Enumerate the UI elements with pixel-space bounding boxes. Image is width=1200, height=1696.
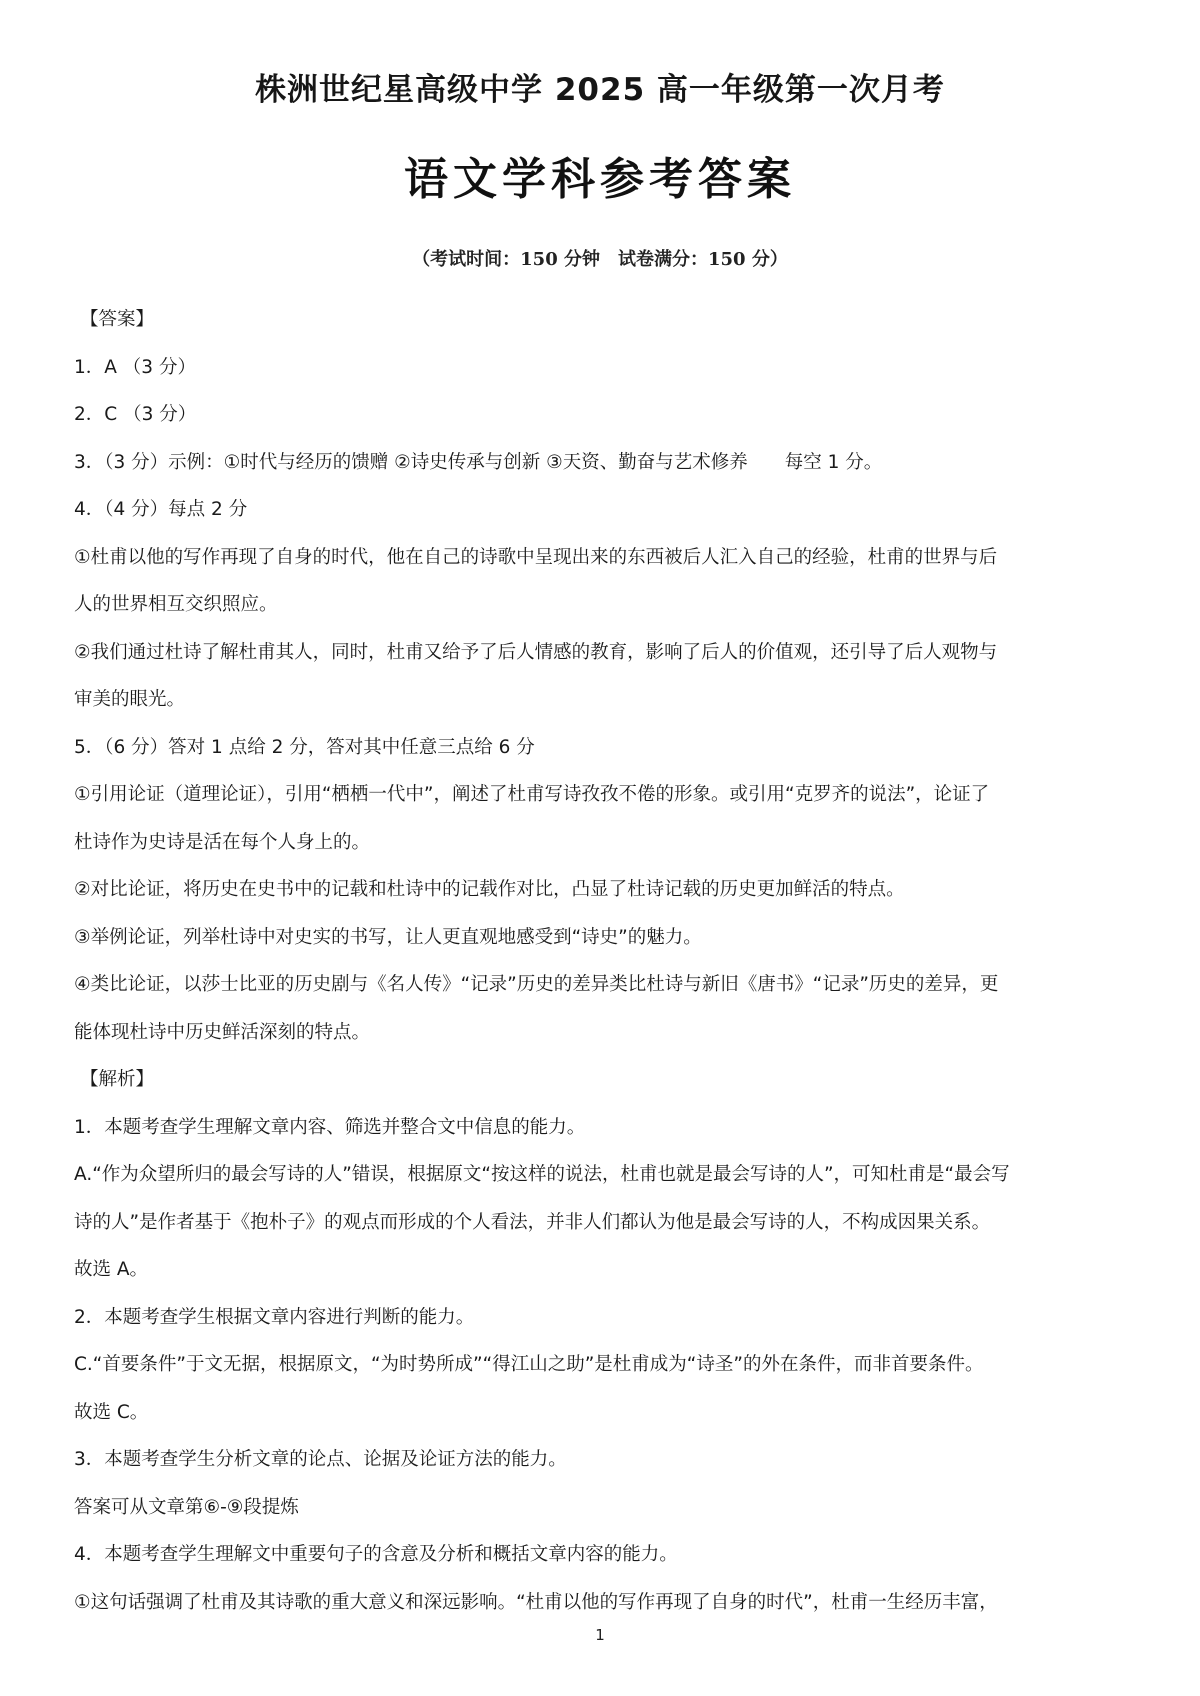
- answer-line: ②对比论证，将历史在史书中的记载和杜诗中的记载作对比，凸显了杜诗记载的历史更加鲜活的特点。: [74, 879, 905, 900]
- document-title: 语文学科参考答案: [404, 154, 796, 205]
- answer-line: ③举例论证，列举杜诗中对史实的书写，让人更直观地感受到“诗史”的魅力。: [74, 926, 702, 948]
- answer-line: 审美的眼光。: [74, 689, 186, 710]
- analysis-line: 3．本题考查学生分析文章的论点、论据及论证方法的能力。: [74, 1449, 567, 1470]
- answer-line: ④类比论证，以莎士比亚的历史剧与《名人传》“记录”历史的差异类比杜诗与新旧《唐书》“记录”历史的差异，更: [74, 974, 999, 995]
- exam-info: （考试时间：150 分钟 试卷满分：150 分）: [412, 249, 788, 270]
- analysis-line: C.“首要条件”于文无据，根据原文，“为时势所成”“得江山之助”是杜甫成为“诗圣”的外在条件，而非首要条件。: [74, 1354, 984, 1375]
- analysis-line: 1．本题考查学生理解文章内容、筛选并整合文中信息的能力。: [74, 1116, 586, 1138]
- page-number: 1: [595, 1626, 605, 1644]
- answer-line: ②我们通过杜诗了解杜甫其人，同时，杜甫又给予了后人情感的教育，影响了后人的价值观，还引导了后人观物与: [74, 641, 998, 663]
- answer-line: ①杜甫以他的写作再现了自身的时代，他在自己的诗歌中呈现出来的东西被后人汇入自己的经验，杜甫的世界与后: [74, 546, 998, 568]
- answer-line: 1．A （3 分）: [74, 356, 196, 378]
- analysis-line: 故选 A。: [74, 1259, 149, 1280]
- answer-line: 2．C （3 分）: [74, 404, 197, 425]
- analysis-line: 故选 C。: [74, 1401, 149, 1423]
- answer-line: ①引用论证（道理论证），引用“栖栖一代中”，阐述了杜甫写诗孜孜不倦的形象。或引用“克罗齐的说法”，论证了: [74, 784, 990, 805]
- answer-line: 能体现杜诗中历史鲜活深刻的特点。: [74, 1021, 371, 1043]
- answer-line: 4．（4 分）每点 2 分: [74, 499, 248, 520]
- analysis-line: 2．本题考查学生根据文章内容进行判断的能力。: [74, 1306, 475, 1328]
- school-title: 株洲世纪星高级中学 2025 高一年级第一次月考: [255, 72, 945, 108]
- document-body: [74, 296, 1136, 1626]
- analysis-heading: 【解析】: [80, 1069, 155, 1090]
- analysis-line: 答案可从文章第⑥-⑨段提炼: [74, 1496, 299, 1518]
- answers-heading: 【答案】: [80, 309, 155, 330]
- analysis-line: A.“作为众望所归的最会写诗的人”错误，根据原文“按这样的说法，杜甫也就是最会写诗的人”，可知杜甫是“最会写: [74, 1164, 1010, 1185]
- analysis-line: 4．本题考查学生理解文中重要句子的含意及分析和概括文章内容的能力。: [74, 1544, 678, 1565]
- answer-line: 杜诗作为史诗是活在每个人身上的。: [74, 831, 371, 853]
- answer-line: 人的世界相互交织照应。: [74, 594, 278, 615]
- answer-line: 3．（3 分）示例：①时代与经历的馈赠 ②诗史传承与创新 ③天资、勤奋与艺术修养 每空 1 分。: [74, 451, 883, 473]
- analysis-line: ①这句话强调了杜甫及其诗歌的重大意义和深远影响。“杜甫以他的写作再现了自身的时代”，杜甫一生经历丰富，: [74, 1591, 998, 1613]
- analysis-line: 诗的人”是作者基于《抱朴子》的观点而形成的个人看法，并非人们都认为他是最会写诗的人，不构成因果关系。: [74, 1211, 991, 1233]
- answer-line: 5．（6 分）答对 1 点给 2 分，答对其中任意三点给 6 分: [74, 736, 535, 758]
